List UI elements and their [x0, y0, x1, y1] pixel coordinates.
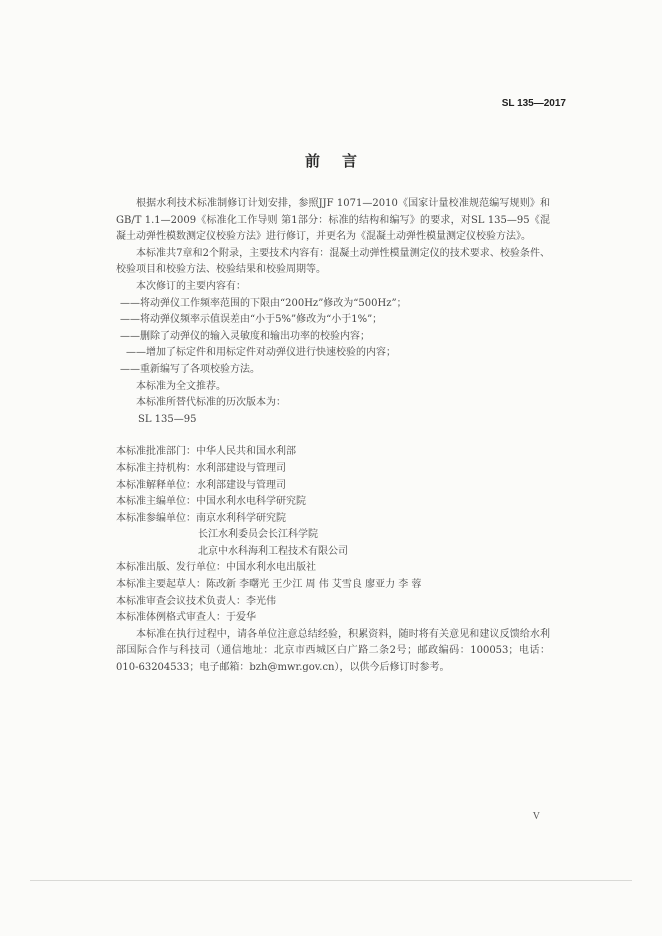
replaced-statement: 本标准所替代标准的历次版本为：	[136, 397, 286, 409]
credit-drafters	[116, 577, 550, 594]
credit-label: 本标准体例格式审查人：	[116, 612, 226, 624]
credit-publisher	[116, 560, 550, 577]
change-item: ——将动弹仪工作频率范围的下限由“200Hz”修改为“500Hz”；	[120, 297, 407, 309]
credit-host-org	[116, 461, 550, 478]
page-title: 前言	[304, 152, 379, 170]
scan-edge-line	[30, 880, 632, 881]
credit-label: 本标准参编单位：	[116, 512, 196, 524]
credit-chief-editor	[116, 494, 550, 511]
credit-value: 水利部建设与管理司	[196, 479, 286, 491]
credit-value: 李光伟	[246, 595, 276, 607]
credit-label: 本标准解释单位：	[116, 479, 196, 491]
credit-interpreter	[116, 478, 550, 495]
credit-value: 南京水利科学研究院	[196, 512, 286, 524]
credit-label: 本标准批准部门：	[116, 446, 196, 458]
credit-format-reviewer	[116, 610, 550, 627]
closing-paragraph: 本标准在执行过程中，请各单位注意总结经验，积累资料，随时将有关意见和建议反馈给水利部国际合作与科技司（通信地址：北京市西城区白广路二条2号；邮政编码：100053；电话：010-63204533；电子邮箱：bzh@mwr.gov.cn），以供今后修订时参考。	[116, 628, 550, 674]
paragraph-changes-intro: 本次修订的主要内容有：	[136, 280, 246, 292]
credit-value: 中国水利水电出版社	[226, 562, 316, 574]
credit-label: 本标准主持机构：	[116, 462, 196, 474]
credit-value: 陈改新 李曙光 王少江 周 伟 艾雪良 廖亚力 李 蓉	[206, 579, 422, 591]
foreword-body	[116, 196, 550, 677]
standard-code-header: SL 135—2017	[501, 98, 566, 109]
credit-participant-continued: 长江水利委员会长江科学院	[198, 529, 318, 541]
page-number: V	[532, 811, 540, 822]
change-item: ——删除了动弹仪的输入灵敏度和输出功率的校验内容；	[120, 330, 370, 342]
full-text-statement: 本标准为全文推荐。	[136, 380, 226, 392]
credit-label: 本标准审查会议技术负责人：	[116, 595, 246, 607]
credit-participant-continued: 北京中水科海利工程技术有限公司	[198, 545, 348, 557]
credit-value: 于爱华	[226, 612, 256, 624]
credit-label: 本标准主要起草人：	[116, 579, 206, 591]
paragraph-basis: 根据水利技术标准制修订计划安排，参照JJF 1071—2010《国家计量校准规范编写规则》和GB/T 1.1—2009《标准化工作导则 第1部分：标准的结构和编写》的要求，对SL 135—95《混凝土动弹性模数测定仪校验方法》进行修订，并更名为《混凝土动弹性模量测定仪校验方法》。	[116, 198, 550, 243]
change-item: ——增加了标定件和用标定件对动弹仪进行快速校验的内容；	[126, 347, 396, 359]
credit-label: 本标准主编单位：	[116, 496, 196, 508]
credit-participants	[116, 511, 550, 528]
paragraph-summary: 本标准共7章和2个附录，主要技术内容有：混凝土动弹性模量测定仪的技术要求、校验条件、校验项目和校验方法、校验结果和校验周期等。	[116, 247, 550, 276]
previous-version: SL 135—95	[138, 413, 197, 425]
spacer	[116, 428, 550, 444]
credit-value: 中国水利水电科学研究院	[196, 496, 306, 508]
credit-label: 本标准出版、发行单位：	[116, 562, 226, 574]
change-item: ——将动弹仪频率示值误差由“小于5%”修改为“小于1%”；	[120, 314, 383, 326]
change-item: ——重新编写了各项校验方法。	[120, 363, 260, 375]
credit-value: 水利部建设与管理司	[196, 462, 286, 474]
credit-reviewer	[116, 594, 550, 611]
credit-approved-by	[116, 444, 550, 461]
credit-value: 中华人民共和国水利部	[196, 446, 296, 458]
